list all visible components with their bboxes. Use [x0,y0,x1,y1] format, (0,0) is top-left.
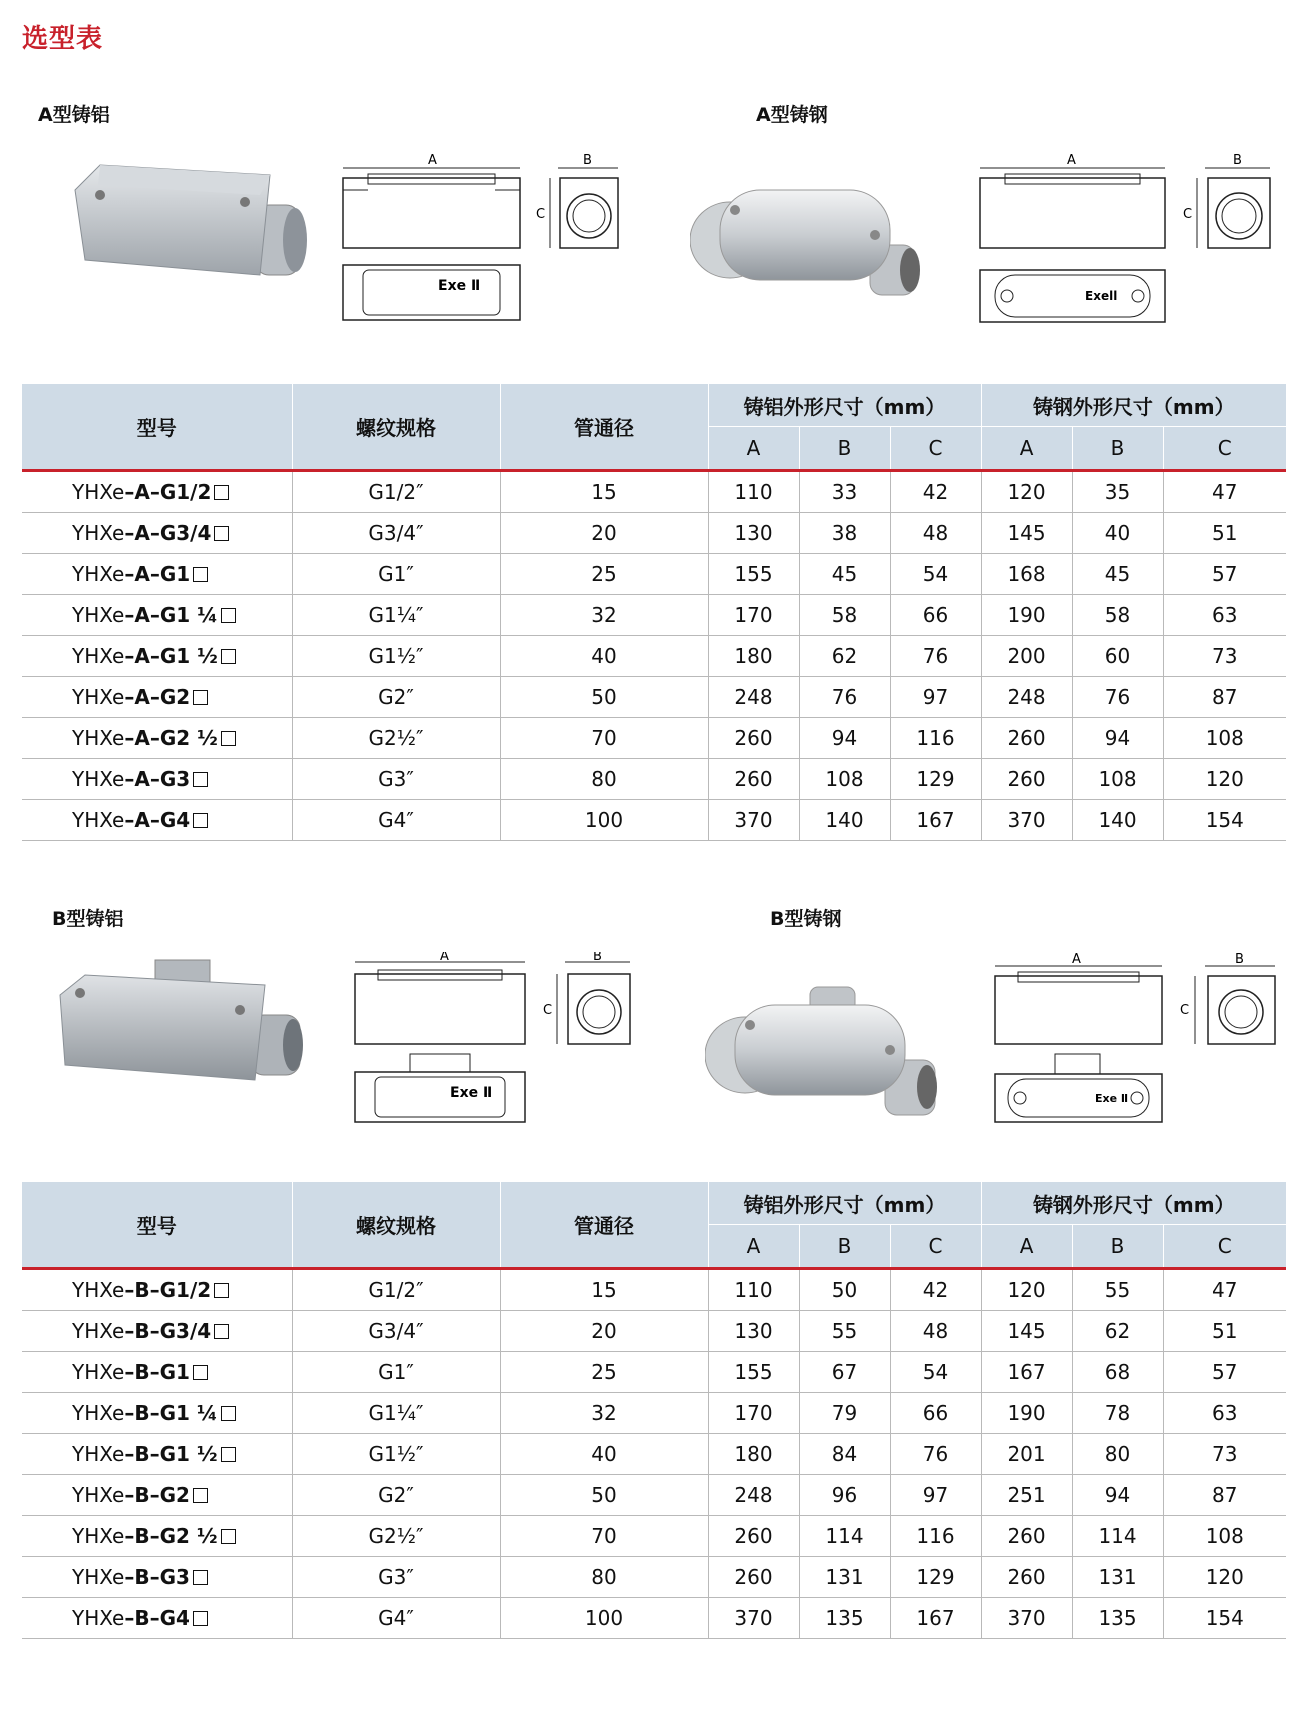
al-a-cell: 170 [708,595,799,636]
pipe-diameter-cell: 20 [500,1311,708,1352]
model-suffix: –B–G3/4 [124,1319,212,1343]
model-cell [22,718,292,759]
st-b-cell: 94 [1072,1475,1163,1516]
st-a-cell: 120 [981,471,1072,513]
dim-label-b: B [1233,153,1242,168]
st-c-cell: 120 [1163,1557,1286,1598]
st-a-cell: 145 [981,1311,1072,1352]
thread-cell: G1/2″ [292,471,500,513]
pipe-diameter-cell: 25 [500,1352,708,1393]
thread-cell: G1¼″ [292,595,500,636]
model-prefix: YHXe [72,603,125,627]
st-c-cell: 47 [1163,1269,1286,1311]
thread-cell: G1½″ [292,636,500,677]
option-box-icon [221,731,236,746]
st-a-cell: 167 [981,1352,1072,1393]
al-c-cell: 76 [890,636,981,677]
dim-label-a: A [1072,952,1081,967]
table-row [22,513,1286,554]
model-suffix: –B–G1 ½ [124,1442,218,1466]
model-cell [22,554,292,595]
st-a-cell: 200 [981,636,1072,677]
st-c-cell: 108 [1163,718,1286,759]
table-row [22,1516,1286,1557]
pipe-diameter-cell: 50 [500,677,708,718]
header-al-b: B [799,427,890,471]
st-c-cell: 154 [1163,800,1286,841]
model-cell [22,1311,292,1352]
model-cell [22,1557,292,1598]
model-suffix: –B–G1 [124,1360,190,1384]
table-row [22,718,1286,759]
st-a-cell: 260 [981,718,1072,759]
option-box-icon [214,1324,229,1339]
st-c-cell: 57 [1163,554,1286,595]
al-b-cell: 50 [799,1269,890,1311]
thread-cell: G1/2″ [292,1269,500,1311]
pipe-diameter-cell: 50 [500,1475,708,1516]
model-prefix: YHXe [72,562,125,586]
model-suffix: –A–G3/4 [124,521,212,545]
header-pipe-diameter: 管通径 [500,1182,708,1269]
dim-label-a: A [428,153,437,168]
option-box-icon [193,772,208,787]
al-a-cell: 110 [708,471,799,513]
header-model: 型号 [22,1182,292,1269]
al-a-cell: 248 [708,677,799,718]
table-row [22,1393,1286,1434]
table-row [22,471,1286,513]
option-box-icon [193,1488,208,1503]
st-b-cell: 55 [1072,1269,1163,1311]
al-a-cell: 170 [708,1393,799,1434]
header-model: 型号 [22,384,292,471]
dim-label-c: C [1180,1003,1190,1018]
header-al-a: A [708,427,799,471]
table-row [22,759,1286,800]
table-row [22,677,1286,718]
model-cell [22,471,292,513]
thread-cell: G3″ [292,1557,500,1598]
al-a-cell: 130 [708,1311,799,1352]
pipe-diameter-cell: 70 [500,1516,708,1557]
al-a-cell: 110 [708,1269,799,1311]
model-cell [22,636,292,677]
table-row [22,1475,1286,1516]
st-c-cell: 63 [1163,595,1286,636]
section-b-aluminum-label: B型铸铝 [52,908,124,930]
st-a-cell: 260 [981,1516,1072,1557]
model-prefix: YHXe [72,685,125,709]
al-b-cell: 45 [799,554,890,595]
section-a-steel-label: A型铸钢 [756,104,828,126]
st-b-cell: 45 [1072,554,1163,595]
pipe-diameter-cell: 80 [500,759,708,800]
model-prefix: YHXe [72,1524,125,1548]
al-c-cell: 116 [890,718,981,759]
header-al-c: C [890,427,981,471]
table-row [22,800,1286,841]
st-c-cell: 51 [1163,1311,1286,1352]
model-suffix: –A–G1/2 [124,480,212,504]
st-b-cell: 94 [1072,718,1163,759]
al-b-cell: 96 [799,1475,890,1516]
thread-cell: G3″ [292,759,500,800]
b-steel-product-photo [705,985,945,1125]
al-c-cell: 54 [890,1352,981,1393]
option-box-icon [193,690,208,705]
a-aluminum-dimension-drawing [338,150,628,325]
al-a-cell: 260 [708,1516,799,1557]
st-a-cell: 168 [981,554,1072,595]
dim-label-b: B [593,952,602,964]
al-b-cell: 94 [799,718,890,759]
dim-label-b: B [583,153,592,168]
model-prefix: YHXe [72,480,125,504]
st-b-cell: 108 [1072,759,1163,800]
st-a-cell: 251 [981,1475,1072,1516]
header-aluminum-dimensions: 铸铝外形尺寸（mm） [708,384,981,427]
st-a-cell: 260 [981,759,1072,800]
model-suffix: –A–G1 ½ [124,644,218,668]
dim-label-a: A [1067,153,1076,168]
pipe-diameter-cell: 100 [500,800,708,841]
st-b-cell: 40 [1072,513,1163,554]
pipe-diameter-cell: 25 [500,554,708,595]
al-b-cell: 38 [799,513,890,554]
st-c-cell: 63 [1163,1393,1286,1434]
pipe-diameter-cell: 20 [500,513,708,554]
option-box-icon [221,1447,236,1462]
thread-cell: G3/4″ [292,1311,500,1352]
header-st-c: C [1163,1225,1286,1269]
al-c-cell: 66 [890,1393,981,1434]
pipe-diameter-cell: 32 [500,1393,708,1434]
thread-cell: G1½″ [292,1434,500,1475]
st-c-cell: 51 [1163,513,1286,554]
al-a-cell: 180 [708,636,799,677]
pipe-diameter-cell: 40 [500,1434,708,1475]
header-st-b: B [1072,427,1163,471]
st-a-cell: 145 [981,513,1072,554]
header-steel-dimensions: 铸钢外形尺寸（mm） [981,1182,1286,1225]
header-aluminum-dimensions: 铸铝外形尺寸（mm） [708,1182,981,1225]
al-b-cell: 58 [799,595,890,636]
model-suffix: –B–G3 [124,1565,190,1589]
option-box-icon [193,1365,208,1380]
dim-label-c: C [536,207,546,222]
st-b-cell: 35 [1072,471,1163,513]
thread-cell: G3/4″ [292,513,500,554]
a-steel-product-photo [690,180,930,310]
mark-exe-steel: Exe Ⅱ [1095,1092,1129,1105]
thread-cell: G1″ [292,554,500,595]
model-cell [22,1598,292,1639]
pipe-diameter-cell: 32 [500,595,708,636]
option-box-icon [193,1570,208,1585]
al-b-cell: 33 [799,471,890,513]
al-b-cell: 84 [799,1434,890,1475]
al-c-cell: 76 [890,1434,981,1475]
model-cell [22,1516,292,1557]
pipe-diameter-cell: 100 [500,1598,708,1639]
thread-cell: G1″ [292,1352,500,1393]
option-box-icon [214,526,229,541]
st-b-cell: 114 [1072,1516,1163,1557]
header-st-b: B [1072,1225,1163,1269]
section-b-steel-label: B型铸钢 [770,908,842,930]
st-b-cell: 68 [1072,1352,1163,1393]
st-a-cell: 260 [981,1557,1072,1598]
header-al-b: B [799,1225,890,1269]
st-c-cell: 73 [1163,1434,1286,1475]
header-st-a: A [981,1225,1072,1269]
model-prefix: YHXe [72,1565,125,1589]
table-row [22,1598,1286,1639]
st-a-cell: 201 [981,1434,1072,1475]
st-c-cell: 57 [1163,1352,1286,1393]
model-prefix: YHXe [72,726,125,750]
al-b-cell: 135 [799,1598,890,1639]
al-c-cell: 129 [890,759,981,800]
model-suffix: –B–G4 [124,1606,190,1630]
thread-cell: G4″ [292,1598,500,1639]
thread-cell: G2½″ [292,1516,500,1557]
table-row [22,1352,1286,1393]
al-a-cell: 130 [708,513,799,554]
al-c-cell: 167 [890,1598,981,1639]
st-b-cell: 80 [1072,1434,1163,1475]
al-c-cell: 97 [890,1475,981,1516]
spec-table-a [22,384,1286,841]
model-prefix: YHXe [72,1483,125,1507]
al-c-cell: 54 [890,554,981,595]
al-a-cell: 180 [708,1434,799,1475]
st-b-cell: 76 [1072,677,1163,718]
al-a-cell: 260 [708,718,799,759]
pipe-diameter-cell: 15 [500,471,708,513]
model-cell [22,1434,292,1475]
al-c-cell: 42 [890,1269,981,1311]
model-cell [22,1475,292,1516]
al-b-cell: 55 [799,1311,890,1352]
table-row [22,554,1286,595]
pipe-diameter-cell: 70 [500,718,708,759]
al-b-cell: 67 [799,1352,890,1393]
model-suffix: –A–G1 [124,562,191,586]
st-c-cell: 87 [1163,677,1286,718]
al-a-cell: 248 [708,1475,799,1516]
section-a-aluminum-label: A型铸铝 [38,104,110,126]
st-c-cell: 154 [1163,1598,1286,1639]
header-st-c: C [1163,427,1286,471]
thread-cell: G4″ [292,800,500,841]
al-b-cell: 79 [799,1393,890,1434]
dim-label-a: A [440,952,449,964]
model-cell [22,1352,292,1393]
mark-exe: Exe Ⅱ [438,278,481,294]
st-b-cell: 135 [1072,1598,1163,1639]
dim-label-c: C [1183,207,1193,222]
model-cell [22,513,292,554]
st-a-cell: 120 [981,1269,1072,1311]
option-box-icon [214,1283,229,1298]
model-suffix: –A–G4 [124,808,191,832]
mark-exe: Exe Ⅱ [450,1085,493,1101]
model-suffix: –B–G2 ½ [124,1524,218,1548]
table-row [22,1557,1286,1598]
al-b-cell: 131 [799,1557,890,1598]
st-b-cell: 78 [1072,1393,1163,1434]
model-prefix: YHXe [72,767,125,791]
dim-label-c: C [543,1003,553,1018]
table-row [22,595,1286,636]
model-cell [22,677,292,718]
spec-table-b [22,1182,1286,1639]
al-b-cell: 76 [799,677,890,718]
al-b-cell: 114 [799,1516,890,1557]
st-c-cell: 87 [1163,1475,1286,1516]
al-a-cell: 260 [708,1557,799,1598]
al-c-cell: 116 [890,1516,981,1557]
st-b-cell: 60 [1072,636,1163,677]
al-a-cell: 370 [708,1598,799,1639]
model-cell [22,800,292,841]
al-b-cell: 62 [799,636,890,677]
model-suffix: –A–G3 [124,767,191,791]
pipe-diameter-cell: 80 [500,1557,708,1598]
table-row [22,1434,1286,1475]
model-cell [22,1393,292,1434]
model-cell [22,595,292,636]
al-c-cell: 48 [890,1311,981,1352]
model-suffix: –A–G1 ¼ [124,603,218,627]
option-box-icon [193,813,208,828]
st-c-cell: 73 [1163,636,1286,677]
b-aluminum-dimension-drawing [350,952,640,1127]
option-box-icon [214,485,229,500]
a-aluminum-product-photo [70,150,310,310]
mark-exell: Exell [1085,289,1118,303]
st-b-cell: 131 [1072,1557,1163,1598]
model-suffix: –A–G2 ½ [124,726,218,750]
model-suffix: –B–G2 [124,1483,190,1507]
model-suffix: –B–G1/2 [124,1278,212,1302]
st-a-cell: 190 [981,595,1072,636]
model-prefix: YHXe [72,1606,125,1630]
model-suffix: –A–G2 [124,685,191,709]
thread-cell: G1¼″ [292,1393,500,1434]
option-box-icon [221,608,236,623]
header-st-a: A [981,427,1072,471]
option-box-icon [193,567,208,582]
model-prefix: YHXe [72,1278,125,1302]
st-b-cell: 140 [1072,800,1163,841]
model-prefix: YHXe [72,521,125,545]
option-box-icon [221,1529,236,1544]
header-steel-dimensions: 铸钢外形尺寸（mm） [981,384,1286,427]
model-prefix: YHXe [72,644,125,668]
thread-cell: G2″ [292,677,500,718]
table-row [22,1311,1286,1352]
al-a-cell: 155 [708,1352,799,1393]
a-steel-dimension-drawing [975,150,1285,325]
b-steel-dimension-drawing [990,952,1290,1127]
header-pipe-diameter: 管通径 [500,384,708,471]
al-c-cell: 97 [890,677,981,718]
thread-cell: G2½″ [292,718,500,759]
st-c-cell: 47 [1163,471,1286,513]
pipe-diameter-cell: 40 [500,636,708,677]
model-prefix: YHXe [72,1319,125,1343]
model-prefix: YHXe [72,1442,125,1466]
st-a-cell: 370 [981,800,1072,841]
st-b-cell: 58 [1072,595,1163,636]
al-b-cell: 108 [799,759,890,800]
table-row [22,1269,1286,1311]
st-a-cell: 190 [981,1393,1072,1434]
dim-label-b: B [1235,952,1244,967]
option-box-icon [221,1406,236,1421]
al-a-cell: 370 [708,800,799,841]
model-prefix: YHXe [72,1401,125,1425]
model-prefix: YHXe [72,808,125,832]
al-c-cell: 48 [890,513,981,554]
al-a-cell: 260 [708,759,799,800]
table-row [22,636,1286,677]
al-c-cell: 66 [890,595,981,636]
model-prefix: YHXe [72,1360,125,1384]
st-b-cell: 62 [1072,1311,1163,1352]
header-thread-spec: 螺纹规格 [292,384,500,471]
thread-cell: G2″ [292,1475,500,1516]
pipe-diameter-cell: 15 [500,1269,708,1311]
al-c-cell: 129 [890,1557,981,1598]
al-c-cell: 42 [890,471,981,513]
model-suffix: –B–G1 ¼ [124,1401,218,1425]
st-a-cell: 370 [981,1598,1072,1639]
header-al-a: A [708,1225,799,1269]
b-aluminum-product-photo [55,955,305,1105]
option-box-icon [221,649,236,664]
al-a-cell: 155 [708,554,799,595]
header-al-c: C [890,1225,981,1269]
model-cell [22,1269,292,1311]
al-c-cell: 167 [890,800,981,841]
header-thread-spec: 螺纹规格 [292,1182,500,1269]
page-title: 选型表 [22,24,104,54]
st-a-cell: 248 [981,677,1072,718]
st-c-cell: 120 [1163,759,1286,800]
model-cell [22,759,292,800]
st-c-cell: 108 [1163,1516,1286,1557]
option-box-icon [193,1611,208,1626]
al-b-cell: 140 [799,800,890,841]
